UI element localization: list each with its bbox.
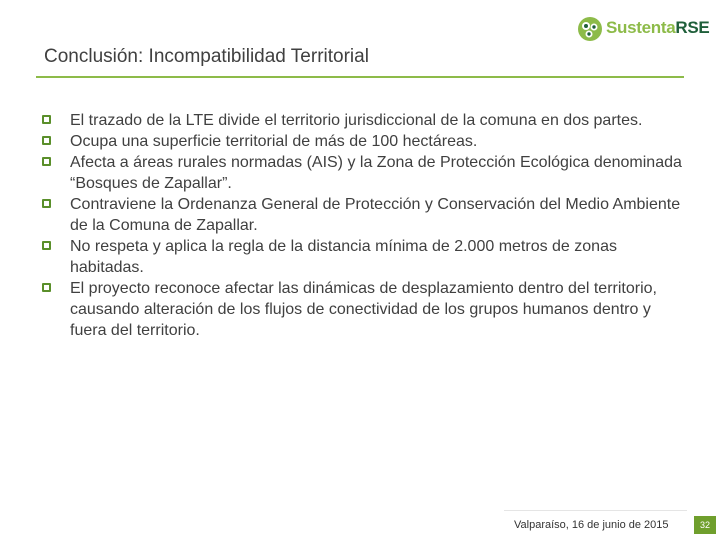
bullet-item: [42, 194, 682, 236]
bullet-item: [42, 278, 682, 341]
page-number-badge: 32: [694, 516, 716, 534]
title-divider: [36, 76, 684, 78]
logo-text-rse: RSE: [675, 18, 710, 37]
checkbox-bullet-icon: [42, 157, 51, 166]
checkbox-bullet-icon: [42, 241, 51, 250]
bullet-text: El proyecto reconoce afectar las dinámicas de desplazamiento dentro del territorio, causando alteración de los flujos de conectividad de los grupos humanos dentro y fuera del territorio.: [70, 280, 657, 339]
checkbox-bullet-icon: [42, 199, 51, 208]
checkbox-bullet-icon: [42, 136, 51, 145]
logo-text-sustenta: Sustenta: [606, 18, 676, 37]
bullet-text: No respeta y aplica la regla de la distancia mínima de 2.000 metros de zonas habitadas.: [70, 238, 617, 276]
bullet-item: [42, 152, 682, 194]
sustentarse-leaf-icon: [576, 15, 604, 43]
bullet-list: [42, 110, 682, 341]
slide-title: Conclusión: Incompatibilidad Territorial: [44, 46, 369, 67]
bullet-item: [42, 236, 682, 278]
footer-date: Valparaíso, 16 de junio de 2015: [514, 519, 669, 531]
logo-wordmark: [606, 18, 709, 38]
bullet-item: [42, 131, 682, 152]
checkbox-bullet-icon: [42, 115, 51, 124]
bullet-text: Contraviene la Ordenanza General de Protección y Conservación del Medio Ambiente de la Comuna de Zapallar.: [70, 196, 681, 234]
bullet-text: Ocupa una superficie territorial de más de 100 hectáreas.: [70, 133, 478, 150]
bullet-text: Afecta a áreas rurales normadas (AIS) y la Zona de Protección Ecológica denominada “Bosques de Zapallar”.: [70, 154, 682, 192]
sustentarse-logo: [576, 15, 710, 45]
bullet-text: El trazado de la LTE divide el territorio jurisdiccional de la comuna en dos partes.: [70, 112, 643, 129]
bullet-item: [42, 110, 682, 131]
checkbox-bullet-icon: [42, 283, 51, 292]
